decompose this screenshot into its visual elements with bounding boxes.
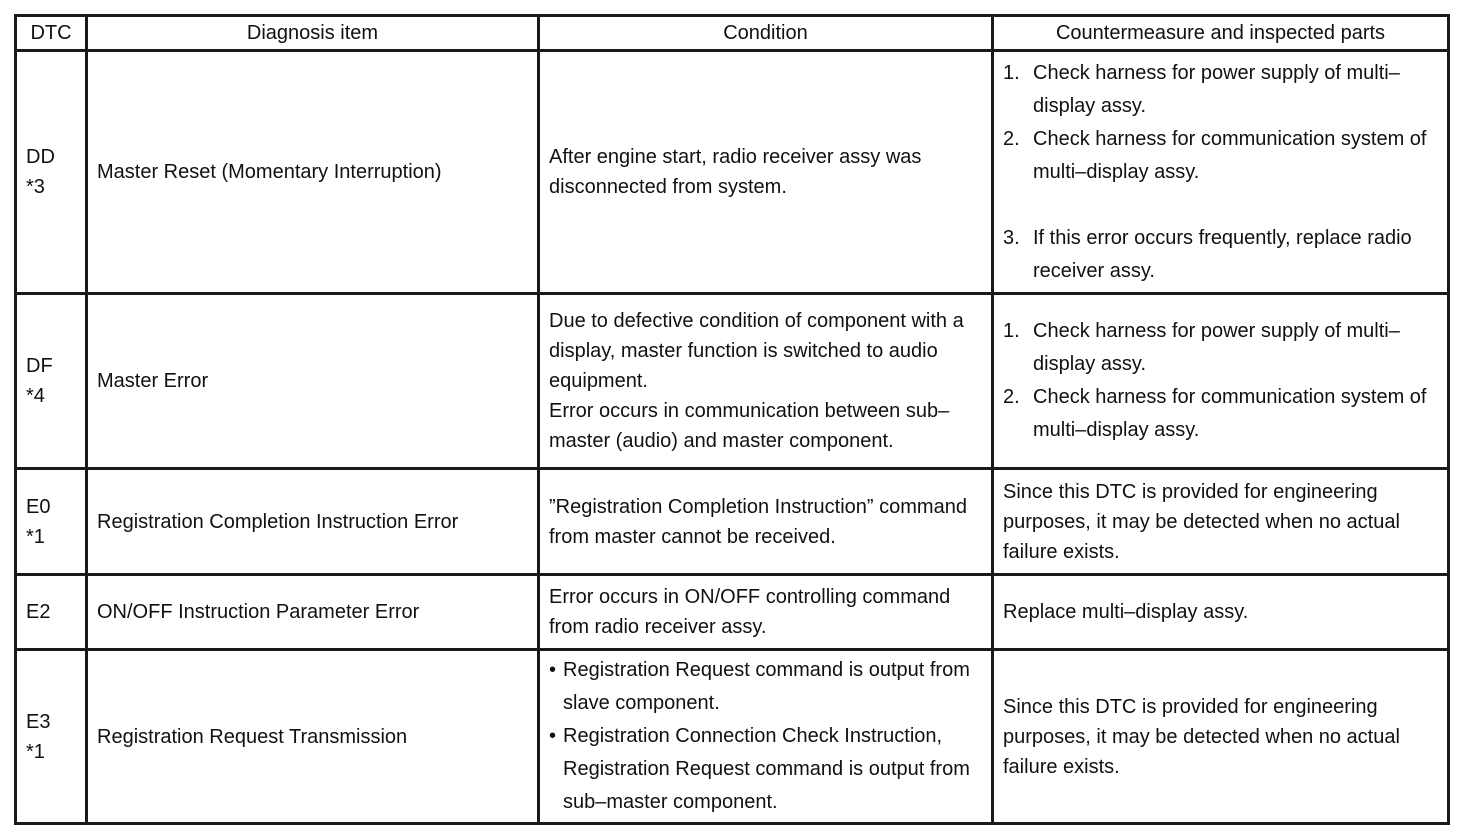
list-item	[1003, 57, 1438, 123]
condition-cell: Error occurs in ON/OFF controlling command from radio receiver assy.	[539, 575, 993, 650]
bullet-icon: •	[549, 725, 557, 747]
dtc-code: E0	[26, 495, 51, 518]
table-row	[16, 469, 1449, 575]
countermeasure-steps	[1003, 315, 1438, 447]
dtc-cell	[16, 294, 87, 469]
countermeasure-cell: Replace multi–display assy.	[993, 575, 1449, 650]
step-number: 1.	[1003, 320, 1020, 342]
dtc-table	[14, 14, 1450, 825]
countermeasure-cell	[993, 51, 1449, 294]
diagnosis-item-cell: Master Error	[87, 294, 539, 469]
dtc-note: *4	[26, 385, 45, 407]
table-row	[16, 575, 1449, 650]
dtc-code: E3	[26, 710, 51, 733]
bullet-text: Registration Connection Check Instruction, Registration Request command is output from sub–master component.	[563, 725, 970, 813]
diagnosis-item-cell: Master Reset (Momentary Interruption)	[87, 51, 539, 294]
condition-bullets	[549, 654, 982, 819]
dtc-note: *1	[26, 525, 45, 548]
step-number: 1.	[1003, 61, 1020, 84]
dtc-code: E2	[26, 601, 51, 623]
countermeasure-steps	[1003, 57, 1438, 288]
countermeasure-cell	[993, 294, 1449, 469]
list-item	[1003, 222, 1438, 288]
table-row	[16, 294, 1449, 469]
step-number: 2.	[1003, 386, 1020, 408]
bullet-text: Registration Request command is output from slave component.	[563, 659, 970, 714]
header-row	[16, 16, 1449, 51]
step-text: Check harness for communication system of multi–display assy.	[1033, 386, 1427, 441]
list-item	[549, 720, 982, 819]
condition-paragraph: Due to defective condition of component with a display, master function is switched to audio equipment.	[549, 310, 964, 392]
header-countermeasure: Countermeasure and inspected parts	[993, 16, 1449, 51]
countermeasure-cell: Since this DTC is provided for engineering purposes, it may be detected when no actual failure exists.	[993, 650, 1449, 824]
step-text: If this error occurs frequently, replace radio receiver assy.	[1033, 226, 1412, 282]
table-row	[16, 51, 1449, 294]
step-text: Check harness for communication system of multi–display assy.	[1033, 127, 1427, 183]
condition-cell	[539, 650, 993, 824]
step-number: 2.	[1003, 127, 1020, 150]
dtc-cell	[16, 469, 87, 575]
bullet-icon: •	[549, 659, 557, 681]
dtc-note: *3	[26, 176, 45, 198]
diagnosis-item-cell: Registration Request Transmission	[87, 650, 539, 824]
condition-cell: ”Registration Completion Instruction” command from master cannot be received.	[539, 469, 993, 575]
list-item	[1003, 123, 1438, 189]
dtc-cell	[16, 575, 87, 650]
dtc-cell	[16, 51, 87, 294]
header-diagnosis-item: Diagnosis item	[87, 16, 539, 51]
list-item	[1003, 381, 1438, 447]
header-dtc: DTC	[16, 16, 87, 51]
condition-paragraph: Error occurs in communication between sub–master (audio) and master component.	[549, 400, 950, 452]
header-condition: Condition	[539, 16, 993, 51]
step-text: Check harness for power supply of multi–display assy.	[1033, 61, 1400, 117]
list-item	[1003, 315, 1438, 381]
step-number: 3.	[1003, 226, 1020, 249]
dtc-code: DD	[26, 146, 55, 168]
step-text: Check harness for power supply of multi–display assy.	[1033, 320, 1400, 375]
dtc-code: DF	[26, 355, 53, 377]
dtc-cell	[16, 650, 87, 824]
condition-cell	[539, 294, 993, 469]
diagnosis-item-cell: Registration Completion Instruction Error	[87, 469, 539, 575]
table-row	[16, 650, 1449, 824]
diagnosis-item-cell: ON/OFF Instruction Parameter Error	[87, 575, 539, 650]
condition-cell: After engine start, radio receiver assy was disconnected from system.	[539, 51, 993, 294]
dtc-note: *1	[26, 740, 45, 763]
countermeasure-cell: Since this DTC is provided for engineering purposes, it may be detected when no actual failure exists.	[993, 469, 1449, 575]
list-item	[549, 654, 982, 720]
